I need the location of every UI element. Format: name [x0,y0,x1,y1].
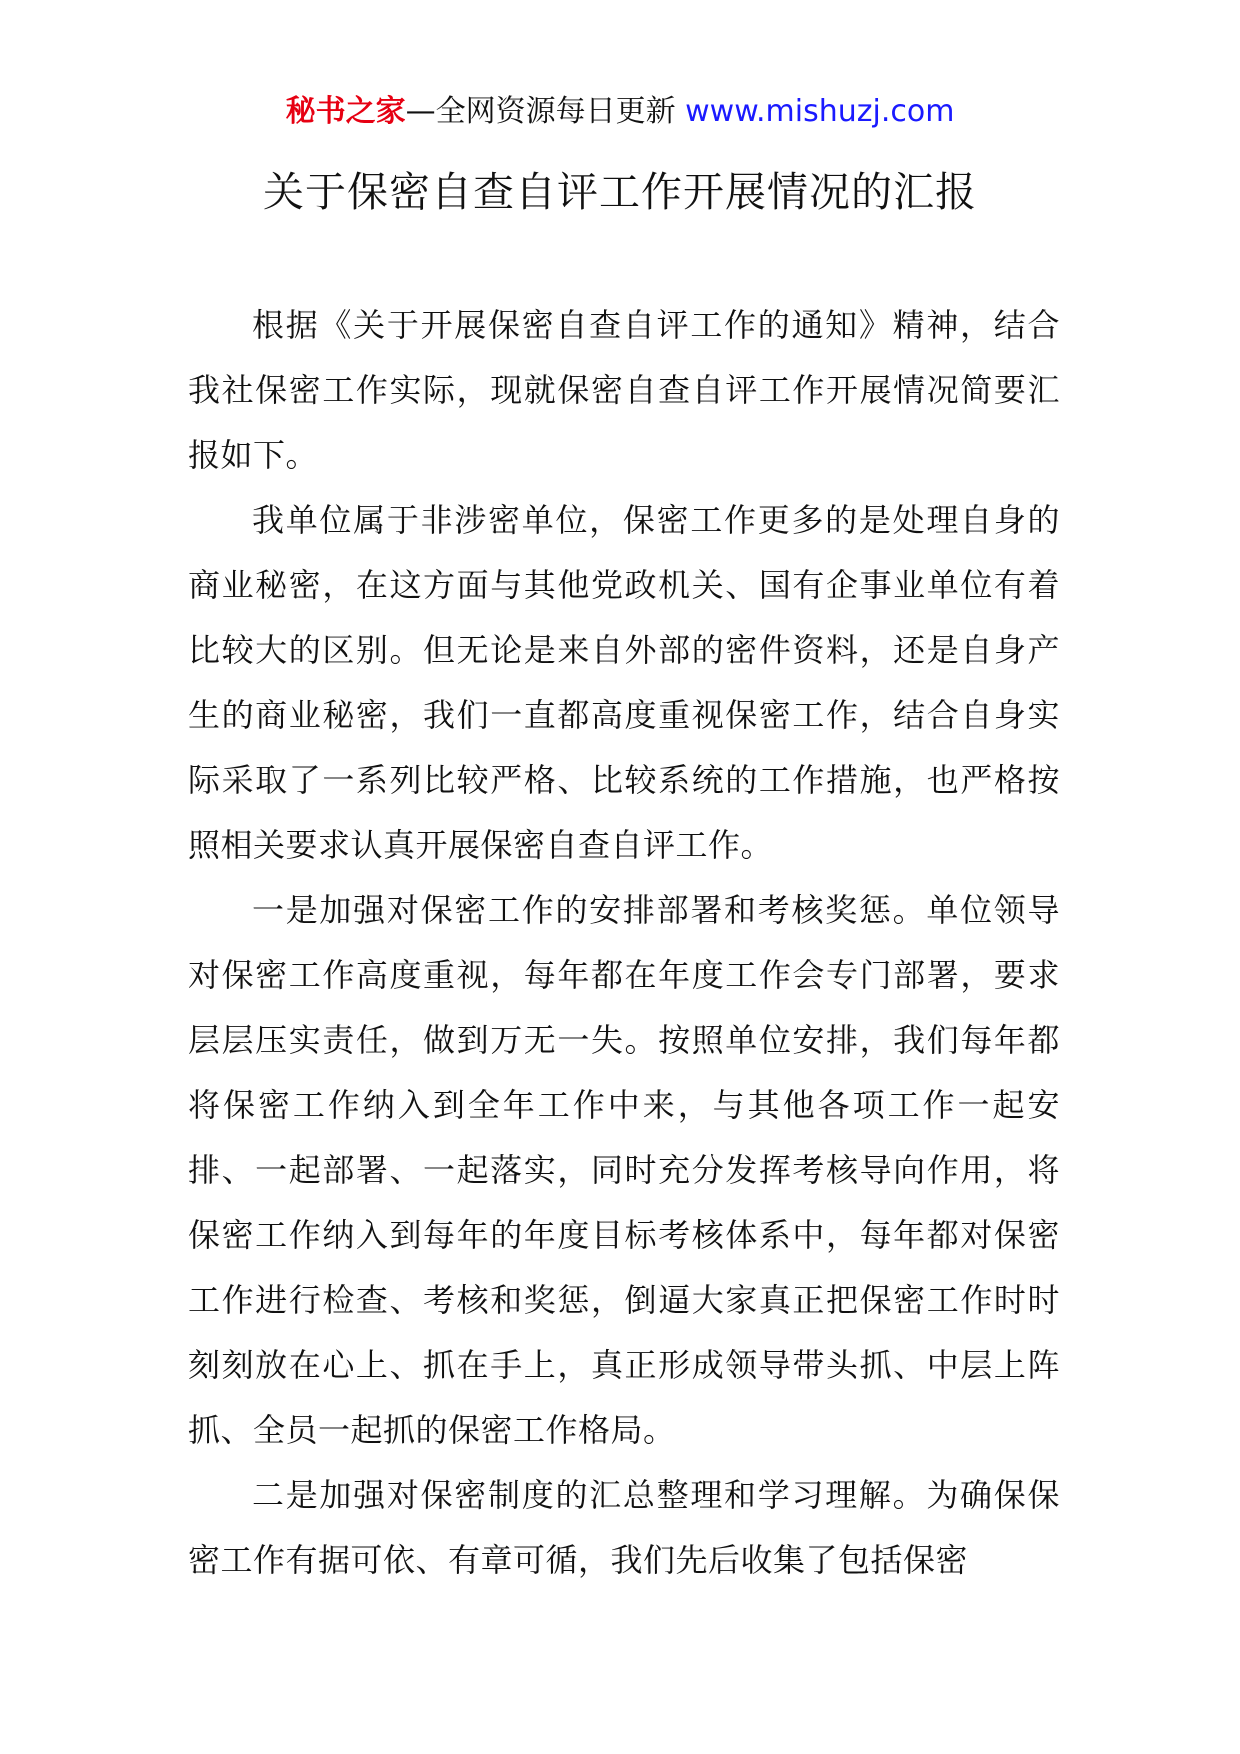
document-title: 关于保密自查自评工作开展情况的汇报 [263,168,977,216]
brand-name: 秘书之家 [285,94,406,129]
paragraph-background: 我单位属于非涉密单位，保密工作更多的是处理自身的商业秘密，在这方面与其他党政机关、国有企事业单位有着比较大的区别。但无论是来自外部的密件资料，还是自身产生的商业秘密，我们一直都高度重视保密工作，结合自身实际采取了一系列比较严格、比较系统的工作措施，也严格按照相关要求认真开展保密自查自评工作。 [188,501,1060,864]
document-body [188,293,1060,1593]
site-header [0,92,1240,132]
paragraph-point-one: 一是加强对保密工作的安排部署和考核奖惩。单位领导对保密工作高度重视，每年都在年度工作会专门部署，要求层层压实责任，做到万无一失。按照单位安排，我们每年都将保密工作纳入到全年工作中来，与其他各项工作一起安排、一起部署、一起落实，同时充分发挥考核导向作用，将保密工作纳入到每年的年度目标考核体系中，每年都对保密工作进行检查、考核和奖惩，倒逼大家真正把保密工作时时刻刻放在心上、抓在手上，真正形成领导带头抓、中层上阵抓、全员一起抓的保密工作格局。 [188,891,1060,1449]
paragraph-point-two: 二是加强对保密制度的汇总整理和学习理解。为确保保密工作有据可依、有章可循，我们先后收集了包括保密 [188,1476,1060,1579]
header-tagline: —全网资源每日更新 [405,94,686,129]
site-url-link[interactable]: www.mishuzj.com [685,94,955,129]
paragraph-intro: 根据《关于开展保密自查自评工作的通知》精神，结合我社保密工作实际，现就保密自查自评工作开展情况简要汇报如下。 [188,306,1060,474]
